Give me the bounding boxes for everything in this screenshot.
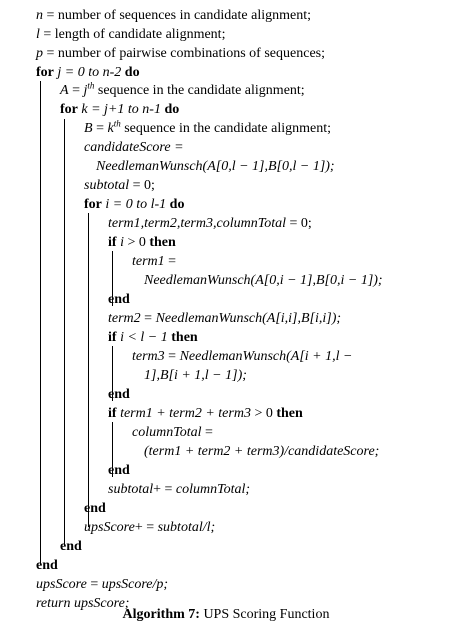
algo-token: j	[83, 83, 88, 98]
algo-token: term1,term2,term3,columnTotal	[108, 216, 286, 231]
algo-token: n	[36, 8, 43, 23]
algo-token: do	[124, 65, 140, 80]
algo-line-ups-divide	[36, 576, 168, 594]
algo-token: k = j+1 to n-1	[77, 102, 165, 117]
algo-line-term3-assign	[132, 348, 352, 366]
algo-token: j = 0 to n-2	[53, 65, 125, 80]
algo-token: then	[171, 330, 198, 345]
algo-token: + =	[153, 482, 176, 497]
algo-token: = number of pairwise combinations of sequences;	[43, 46, 325, 61]
algo-token: upsScore;	[70, 596, 130, 611]
algo-line-for-k	[60, 101, 179, 119]
algo-line-def-l	[36, 26, 225, 44]
algo-token: for	[84, 197, 102, 212]
algo-token: do	[164, 102, 180, 117]
algo-token: subtotal	[84, 178, 130, 193]
algo-token: term1	[132, 254, 165, 269]
algo-token: p	[36, 46, 43, 61]
algo-token: = 0;	[285, 216, 312, 231]
block-guide-line	[88, 213, 89, 527]
algo-token: NeedlemanWunsch(A[i,i],B[i,i]);	[155, 311, 342, 326]
algo-token: =	[86, 577, 102, 592]
algo-token: sequence in the candidate alignment;	[94, 83, 305, 98]
algo-token: for	[60, 102, 78, 117]
algo-token: =	[164, 349, 180, 364]
algorithm-caption	[0, 606, 452, 623]
algo-line-term1-assign	[132, 253, 176, 271]
algo-line-if-sum	[108, 405, 303, 423]
block-guide-line	[112, 346, 113, 401]
algo-line-for-j	[36, 64, 140, 82]
algo-token: l	[36, 27, 40, 42]
algo-line-def-p	[36, 45, 325, 63]
algo-token: candidateScore =	[84, 140, 184, 155]
algo-token: upsScore	[36, 577, 87, 592]
algo-token: NeedlemanWunsch(A[0,l − 1],B[0,l − 1]);	[96, 159, 335, 174]
algo-token: end	[84, 501, 106, 516]
algo-token: then	[276, 406, 303, 421]
block-guide-line	[112, 422, 113, 477]
algo-token: A	[60, 83, 69, 98]
caption-text: UPS Scoring Function	[199, 607, 330, 622]
algo-token: i = 0 to l-1	[101, 197, 170, 212]
block-guide-line	[64, 119, 65, 546]
algo-token: sequence in the candidate alignment;	[120, 121, 332, 136]
algo-token: (term1 + term2 + term3)/candidateScore;	[144, 444, 380, 459]
algo-token: for	[36, 65, 54, 80]
algo-line-candidate-score-call	[96, 158, 335, 176]
block-guide-line	[112, 251, 113, 306]
algo-token: = length of candidate alignment;	[39, 27, 226, 42]
algo-token: columnTotal;	[175, 482, 251, 497]
algo-token: =	[201, 425, 213, 440]
algo-token: if	[108, 406, 117, 421]
algo-token: =	[68, 83, 84, 98]
algo-line-subtotal-add	[108, 481, 250, 499]
algo-line-column-total	[132, 424, 213, 442]
algo-token: 1],B[i + 1,l − 1]);	[144, 368, 247, 383]
algo-token: end	[108, 292, 130, 307]
algo-line-subtotal-init	[84, 177, 155, 195]
algo-token: subtotal	[108, 482, 154, 497]
algo-token: i	[116, 235, 124, 250]
algo-line-column-total-expr	[144, 443, 379, 461]
algo-line-if-i-gt-0	[108, 234, 176, 252]
algo-token: columnTotal	[132, 425, 202, 440]
algo-token: subtotal/l;	[157, 520, 216, 535]
algo-token: th	[87, 80, 95, 91]
algo-line-assign-b	[84, 120, 331, 138]
algo-token: term1 + term2 + term3	[116, 406, 251, 421]
caption-label: Algorithm 7:	[122, 607, 200, 622]
algo-token: > 0	[250, 406, 277, 421]
algo-token: = number of sequences in candidate alignment;	[43, 8, 311, 23]
block-guide-line	[40, 81, 41, 565]
algo-token: k	[107, 121, 114, 136]
algo-token: = 0;	[129, 178, 155, 193]
algo-token: end	[60, 539, 82, 554]
algo-token: term2	[108, 311, 141, 326]
algo-token: NeedlemanWunsch(A[0,i − 1],B[0,i − 1]);	[144, 273, 383, 288]
algo-token: + =	[134, 520, 158, 535]
algo-token: then	[149, 235, 176, 250]
algo-token: end	[108, 463, 130, 478]
algo-line-ups-add	[84, 519, 215, 537]
algo-line-def-n	[36, 7, 311, 25]
algo-token: =	[140, 311, 156, 326]
algo-line-terms-init	[108, 215, 312, 233]
algo-line-for-i	[84, 196, 184, 214]
algo-line-if-i-lt-l	[108, 329, 198, 347]
algo-token: upsScore	[84, 520, 135, 535]
algo-token: > 0	[123, 235, 150, 250]
algo-line-assign-a	[60, 82, 305, 100]
algo-token: th	[113, 118, 121, 129]
algo-token: NeedlemanWunsch(A[i + 1,l −	[179, 349, 353, 364]
algo-line-term2-assign	[108, 310, 341, 328]
algo-token: =	[164, 254, 177, 269]
algo-token: i < l − 1	[116, 330, 172, 345]
algo-line-term1-call	[144, 272, 383, 290]
algo-token: =	[92, 121, 108, 136]
algo-token: end	[36, 558, 58, 573]
algo-token: end	[108, 387, 130, 402]
algo-token: if	[108, 235, 117, 250]
algo-token: B	[84, 121, 93, 136]
algo-token: term3	[132, 349, 165, 364]
algo-token: if	[108, 330, 117, 345]
algo-token: return	[36, 596, 71, 611]
algo-token: do	[169, 197, 185, 212]
algo-token: upsScore/p;	[101, 577, 169, 592]
algo-line-candidate-score	[84, 139, 184, 157]
algo-line-term3-cont	[144, 367, 247, 385]
